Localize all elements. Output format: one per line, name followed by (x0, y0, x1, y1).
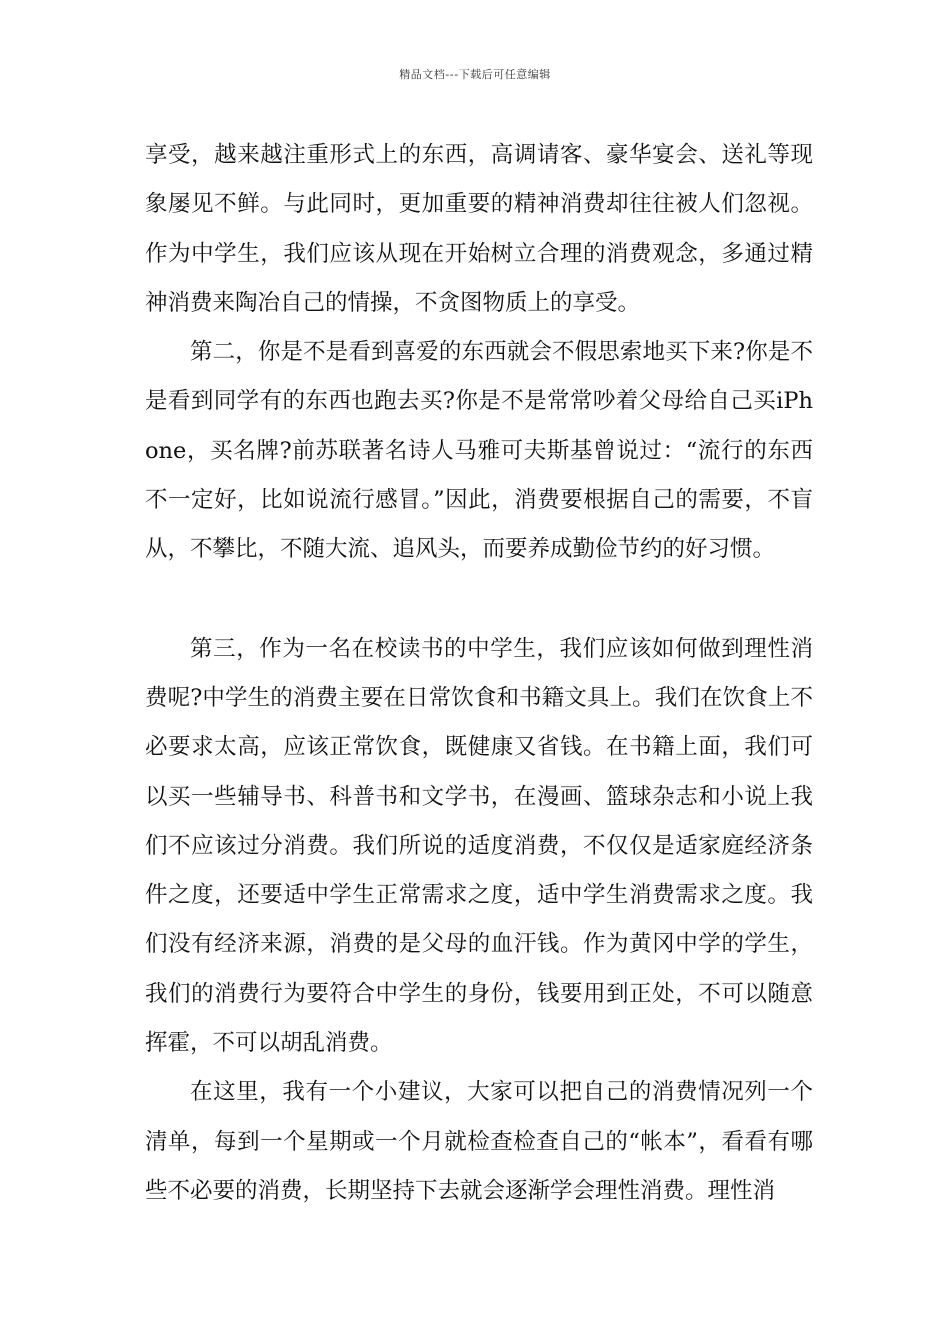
paragraph-1: 享受，越来越注重形式上的东西，高调请客、豪华宴会、送礼等现象屡见不鲜。与此同时，更加重要的精神消费却往往被人们忽视。作为中学生，我们应该从现在开始树立合理的消费观念，多通过精神消费来陶冶自己的情操，不贪图物质上的享受。 (145, 142, 813, 316)
paragraph-4: 在这里，我有一个小建议，大家可以把自己的消费情况列一个清单，每到一个星期或一个月就检查检查自己的“帐本”，看看有哪些不必要的消费，长期坚持下去就会逐渐学会理性消费。理性消 (145, 1079, 813, 1204)
document-body (145, 131, 813, 1216)
paragraph-2: 第二，你是不是看到喜爱的东西就会不假思索地买下来?你是不是看到同学有的东西也跑去买?你是不是常常吵着父母给自己买iPhone，买名牌?前苏联著名诗人马雅可夫斯基曾说过：“流行的东西不一定好，比如说流行感冒。”因此，消费要根据自己的需要，不盲从，不攀比，不随大流、追风头，而要养成勤俭节约的好习惯。 (145, 339, 813, 563)
paragraph-gap (145, 575, 813, 625)
paragraph-3: 第三，作为一名在校读书的中学生，我们应该如何做到理性消费呢?中学生的消费主要在日常饮食和书籍文具上。我们在饮食上不必要求太高，应该正常饮食，既健康又省钱。在书籍上面，我们可以买一些辅导书、科普书和文学书，在漫画、篮球杂志和小说上我们不应该过分消费。我们所说的适度消费，不仅仅是适家庭经济条件之度，还要适中学生正常需求之度，适中学生消费需求之度。我们没有经济来源，消费的是父母的血汗钱。作为黄冈中学的学生，我们的消费行为要符合中学生的身份，钱要用到正处，不可以随意挥霍，不可以胡乱消费。 (145, 635, 813, 1057)
page-header: 精品文档---下载后可任意编辑 (399, 68, 551, 81)
